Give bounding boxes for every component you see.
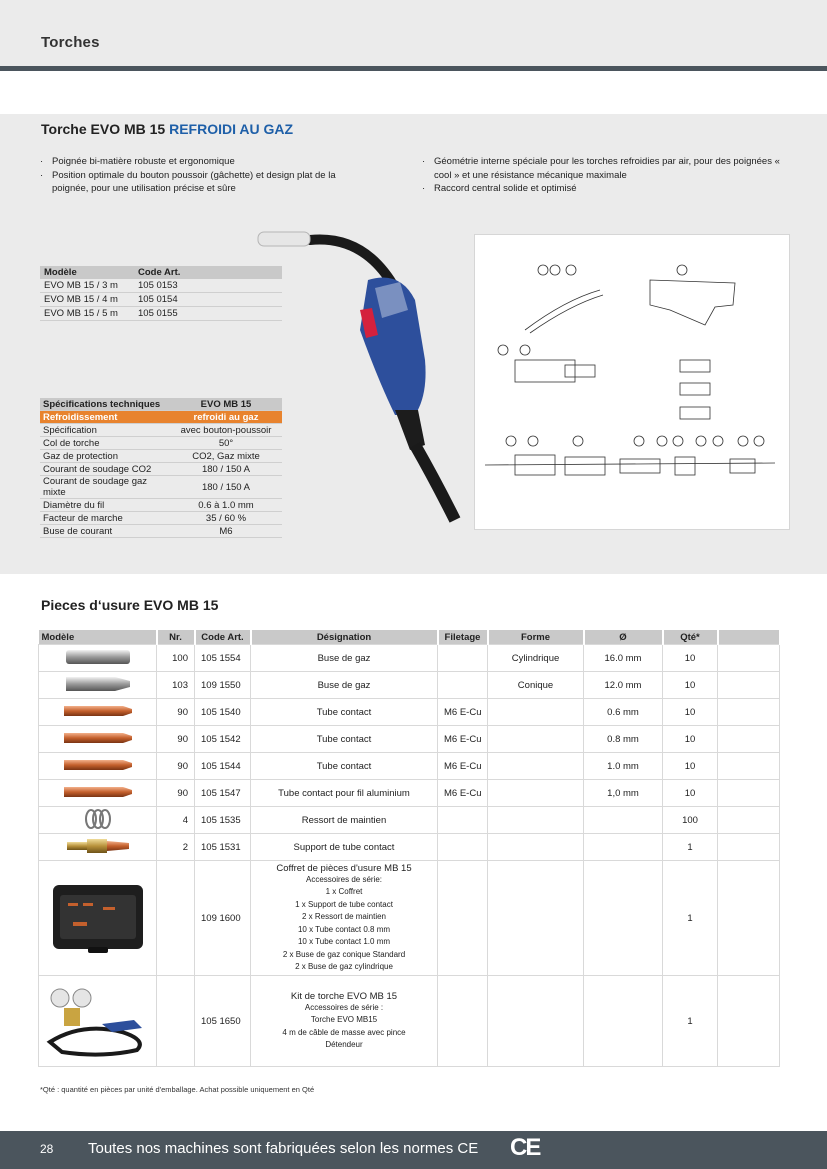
table-cell — [718, 807, 780, 834]
table-cell: Tube contact pour fil aluminium — [251, 780, 438, 807]
model-table — [40, 266, 282, 321]
technical-drawing — [474, 234, 790, 530]
table-cell — [584, 807, 663, 834]
table-row — [39, 726, 780, 753]
table-cell: 90 — [157, 699, 195, 726]
table-row — [40, 293, 282, 307]
spec-row — [40, 499, 282, 512]
spec-key: Diamètre du fil — [40, 499, 170, 512]
part-image-cell — [39, 699, 157, 726]
table-cell: 10 — [663, 726, 718, 753]
part-image-cell — [39, 834, 157, 861]
product-title-highlight: REFROIDI AU GAZ — [169, 121, 294, 137]
spec-header-row — [40, 398, 282, 411]
table-cell: M6 E-Cu — [438, 780, 488, 807]
table-cell — [488, 976, 584, 1067]
part-image-cell — [39, 780, 157, 807]
table-cell — [718, 726, 780, 753]
table-row — [39, 645, 780, 672]
kit-line: 2 x Buse de gaz cylindrique — [295, 962, 393, 971]
table-header-row — [40, 266, 282, 279]
column-header: Désignation — [251, 630, 438, 645]
spec-value: M6 — [170, 525, 282, 538]
spec-row — [40, 437, 282, 450]
spec-value: 50° — [170, 437, 282, 450]
table-cell — [584, 861, 663, 976]
table-cell — [584, 976, 663, 1067]
table-cell — [488, 726, 584, 753]
part-image-cell — [39, 976, 157, 1067]
column-header — [718, 630, 780, 645]
table-cell: Support de tube contact — [251, 834, 438, 861]
spec-key: Col de torche — [40, 437, 170, 450]
kit-line: 1 x Coffret — [325, 887, 363, 896]
product-title — [41, 121, 293, 137]
kit-line: 10 x Tube contact 1.0 mm — [297, 937, 391, 946]
table-cell — [157, 976, 195, 1067]
table-row — [39, 834, 780, 861]
table-cell — [488, 861, 584, 976]
table-cell — [438, 861, 488, 976]
column-header: Modèle — [39, 630, 157, 645]
table-cell: 0.6 mm — [584, 699, 663, 726]
bullets-left — [40, 155, 370, 196]
table-cell: 0.8 mm — [584, 726, 663, 753]
table-cell — [210, 293, 282, 307]
spec-value: 35 / 60 % — [170, 512, 282, 525]
table-cell: 10 — [663, 645, 718, 672]
table-cell: EVO MB 15 / 4 m — [40, 293, 134, 307]
spec-value: 0.6 à 1.0 mm — [170, 499, 282, 512]
wear-parts-title: Pieces d‘usure EVO MB 15 — [41, 597, 219, 613]
part-image-cell — [39, 672, 157, 699]
table-cell — [718, 780, 780, 807]
spec-table — [40, 398, 282, 538]
column-header — [210, 266, 282, 279]
table-cell: 90 — [157, 780, 195, 807]
table-cell: 10 — [663, 753, 718, 780]
footnote: *Qté : quantité en pièces par unité d'emballage. Achat possible uniquement en Qté — [40, 1085, 315, 1094]
contact-tip-icon — [63, 701, 133, 721]
ce-mark-icon: CE — [510, 1134, 540, 1161]
table-cell: M6 E-Cu — [438, 753, 488, 780]
table-cell: 103 — [157, 672, 195, 699]
table-cell — [718, 976, 780, 1067]
table-cell: 100 — [663, 807, 718, 834]
table-cell — [488, 834, 584, 861]
table-cell — [438, 645, 488, 672]
torch-kit-icon — [42, 982, 154, 1058]
table-cell — [584, 834, 663, 861]
table-cell: 10 — [663, 699, 718, 726]
table-cell: 1.0 mm — [584, 753, 663, 780]
table-cell: 1,0 mm — [584, 780, 663, 807]
tip-holder-icon — [65, 836, 131, 856]
table-cell — [718, 672, 780, 699]
torch-photo — [250, 210, 480, 530]
contact-tip-icon — [63, 728, 133, 748]
spec-row — [40, 525, 282, 538]
table-cell: 105 0154 — [134, 293, 210, 307]
column-header: Forme — [488, 630, 584, 645]
table-row — [39, 672, 780, 699]
spec-row — [40, 476, 282, 499]
table-cell: Tube contact — [251, 726, 438, 753]
table-cell: 10 — [663, 672, 718, 699]
contact-tip-icon — [63, 782, 133, 802]
column-header: Qté* — [663, 630, 718, 645]
kit-title: Kit de torche EVO MB 15 — [290, 990, 398, 1002]
table-cell: Tube contact — [251, 699, 438, 726]
spring-icon — [83, 808, 113, 830]
table-cell: 1 — [663, 834, 718, 861]
spec-value: EVO MB 15 — [170, 398, 282, 411]
spec-row — [40, 424, 282, 437]
table-cell: M6 E-Cu — [438, 699, 488, 726]
parts-case-icon — [48, 877, 148, 957]
spec-value: refroidi au gaz — [170, 411, 282, 424]
table-row — [39, 976, 780, 1067]
table-cell — [210, 279, 282, 293]
table-cell: 16.0 mm — [584, 645, 663, 672]
spec-row — [40, 512, 282, 525]
table-cell: 1 — [663, 861, 718, 976]
wear-parts-table — [38, 630, 781, 1067]
table-cell: EVO MB 15 / 5 m — [40, 307, 134, 321]
spec-row — [40, 450, 282, 463]
bullet-item: · Raccord central solide et optimisé — [422, 182, 792, 196]
table-cell — [488, 753, 584, 780]
part-image-cell — [39, 807, 157, 834]
column-header: Nr. — [157, 630, 195, 645]
kit-line: 1 x Support de tube contact — [295, 899, 393, 909]
column-header: Code Art. — [195, 630, 251, 645]
column-header: Ø — [584, 630, 663, 645]
kit-lines — [253, 874, 435, 974]
kit-title: Coffret de pièces d'usure MB 15 — [276, 862, 412, 874]
footer-text: Toutes nos machines sont fabriquées selon les normes CE — [88, 1140, 479, 1157]
part-image-cell — [39, 726, 157, 753]
table-cell: 105 1531 — [195, 834, 251, 861]
kit-line: Accessoires de série: — [305, 874, 383, 884]
table-cell: 105 1554 — [195, 645, 251, 672]
kit-line: Accessoires de série : — [304, 1002, 384, 1012]
kit-line: 10 x Tube contact 0.8 mm — [297, 924, 391, 934]
gas-nozzle-cylindrical-icon — [65, 647, 131, 667]
table-cell — [718, 861, 780, 976]
column-header: Filetage — [438, 630, 488, 645]
table-cell — [438, 807, 488, 834]
table-row — [40, 307, 282, 321]
table-row — [39, 861, 780, 976]
table-cell — [210, 307, 282, 321]
spec-row — [40, 463, 282, 476]
kit-line: Torche EVO MB15 — [310, 1015, 378, 1024]
table-row — [39, 699, 780, 726]
table-cell — [718, 834, 780, 861]
kit-line: 2 x Ressort de maintien — [301, 912, 387, 921]
table-cell: 90 — [157, 753, 195, 780]
table-header-row — [39, 630, 780, 645]
table-cell: 100 — [157, 645, 195, 672]
column-header: Code Art. — [134, 266, 210, 279]
table-cell: Conique — [488, 672, 584, 699]
header-title: Torches — [41, 34, 100, 51]
kit-lines — [253, 1002, 435, 1052]
table-cell: 105 0155 — [134, 307, 210, 321]
table-cell: 10 — [663, 780, 718, 807]
spec-value: 180 / 150 A — [170, 463, 282, 476]
table-cell — [438, 976, 488, 1067]
spec-value: CO2, Gaz mixte — [170, 450, 282, 463]
spec-key: Spécifications techniques — [40, 398, 170, 411]
spec-key: Courant de soudage CO2 — [40, 463, 170, 476]
table-cell: 109 1550 — [195, 672, 251, 699]
spec-value: 180 / 150 A — [170, 476, 282, 499]
bullet-item: · Géométrie interne spéciale pour les torches refroidies par air, pour des poignées « cool » et une résistance mécanique maximale — [422, 155, 792, 182]
table-cell: 105 1547 — [195, 780, 251, 807]
table-cell: Cylindrique — [488, 645, 584, 672]
table-cell — [438, 672, 488, 699]
table-row — [39, 780, 780, 807]
page-number: 28 — [40, 1142, 54, 1156]
table-cell: 105 1650 — [195, 976, 251, 1067]
table-cell: 105 0153 — [134, 279, 210, 293]
spec-value: avec bouton-poussoir — [170, 424, 282, 437]
product-title-main: Torche EVO MB 15 — [41, 121, 166, 137]
table-cell: Buse de gaz — [251, 672, 438, 699]
table-cell — [488, 699, 584, 726]
table-cell: 4 — [157, 807, 195, 834]
bullet-item: · Position optimale du bouton poussoir (gâchette) et design plat de la poignée, pour une utilisation précise et sûre — [40, 169, 370, 196]
table-cell: M6 E-Cu — [438, 726, 488, 753]
page-header — [0, 0, 827, 66]
spec-key: Buse de courant — [40, 525, 170, 538]
table-row — [40, 279, 282, 293]
part-image-cell — [39, 645, 157, 672]
table-cell — [718, 753, 780, 780]
table-cell: Ressort de maintien — [251, 807, 438, 834]
table-cell — [438, 834, 488, 861]
table-cell — [488, 807, 584, 834]
kit-line: 4 m de câble de masse avec pince — [282, 1027, 406, 1037]
table-cell: 105 1535 — [195, 807, 251, 834]
table-cell: 105 1542 — [195, 726, 251, 753]
bullets-right — [422, 155, 792, 196]
table-cell — [718, 645, 780, 672]
header-divider — [0, 66, 827, 71]
table-cell — [718, 699, 780, 726]
spec-key: Courant de soudage gaz mixte — [40, 476, 170, 499]
contact-tip-icon — [63, 755, 133, 775]
part-image-cell — [39, 861, 157, 976]
table-cell — [157, 861, 195, 976]
table-cell: 2 — [157, 834, 195, 861]
spec-key: Gaz de protection — [40, 450, 170, 463]
table-cell: 90 — [157, 726, 195, 753]
bullet-item: · Poignée bi-matière robuste et ergonomique — [40, 155, 370, 169]
spec-key: Refroidissement — [40, 411, 170, 424]
spec-highlight-row — [40, 411, 282, 424]
table-cell: 12.0 mm — [584, 672, 663, 699]
table-cell: 1 — [663, 976, 718, 1067]
part-image-cell — [39, 753, 157, 780]
table-row — [39, 807, 780, 834]
kit-description — [251, 976, 438, 1067]
table-row — [39, 753, 780, 780]
table-cell: Buse de gaz — [251, 645, 438, 672]
kit-line: 2 x Buse de gaz conique Standard — [282, 949, 406, 959]
spec-key: Spécification — [40, 424, 170, 437]
table-cell — [488, 780, 584, 807]
gas-nozzle-conical-icon — [65, 674, 131, 694]
spec-key: Facteur de marche — [40, 512, 170, 525]
table-cell: 109 1600 — [195, 861, 251, 976]
table-cell: 105 1540 — [195, 699, 251, 726]
table-cell: Tube contact — [251, 753, 438, 780]
table-cell: EVO MB 15 / 3 m — [40, 279, 134, 293]
kit-description — [251, 861, 438, 976]
kit-line: Détendeur — [325, 1040, 363, 1049]
column-header: Modèle — [40, 266, 134, 279]
table-cell: 105 1544 — [195, 753, 251, 780]
